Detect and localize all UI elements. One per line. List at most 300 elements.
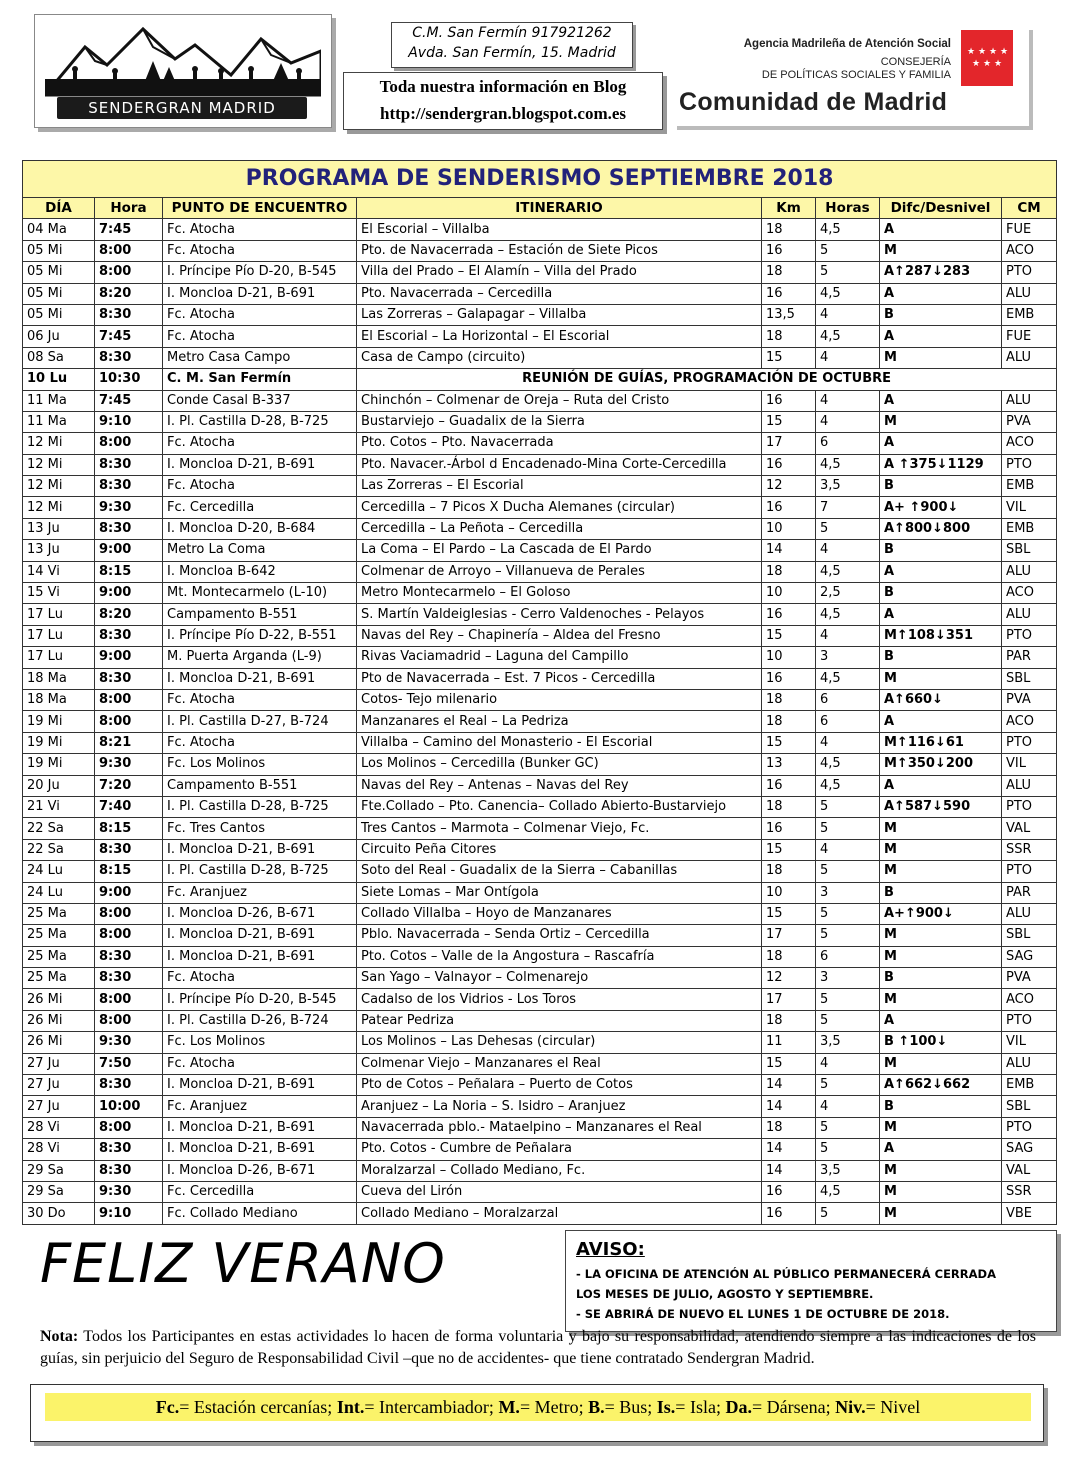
aviso-title: AVISO: [576,1239,645,1260]
hours-cell: 4 [816,732,880,753]
meeting-point-cell: I. Pl. Castilla D-26, B-724 [163,1010,357,1031]
hours-cell: 4,5 [816,604,880,625]
cm-cell: PTO [1002,262,1057,283]
time-cell: 8:00 [95,1010,163,1031]
itinerary-cell: Collado Mediano – Moralzarzal [357,1203,762,1224]
meeting-point-cell: I. Moncloa D-21, B-691 [163,283,357,304]
cm-cell: SSR [1002,839,1057,860]
nota-text: Todos los Participantes en estas actividades lo hacen de forma voluntaria y bajo su responsabilidad, atendiendo siempre a las indicaciones de los guías, sin perjuicio del Seguro de Responsabilidad Civil –que no de accidentes- que tiene contratado Sendergran Madrid. [40,1328,1036,1367]
meeting-point-cell: Campamento B-551 [163,604,357,625]
cm-cell: VAL [1002,818,1057,839]
day-cell: 18 Ma [23,668,95,689]
difficulty-cell: A [880,1010,1002,1031]
column-header: Horas [816,198,880,219]
hours-cell: 4 [816,390,880,411]
difficulty-cell: M↑116↓61 [880,732,1002,753]
madrid-flag-icon: ★ ★ ★ ★ ★ ★ ★ [961,30,1013,86]
table-row [23,1096,1057,1117]
hours-cell: 5 [816,989,880,1010]
day-cell: 27 Ju [23,1075,95,1096]
itinerary-cell: Moralzarzal – Collado Mediano, Fc. [357,1160,762,1181]
itinerary-cell: Navas del Rey – Antenas – Navas del Rey [357,775,762,796]
day-cell: 12 Mi [23,454,95,475]
difficulty-cell: A↑587↓590 [880,796,1002,817]
time-cell: 8:15 [95,861,163,882]
difficulty-cell: M [880,411,1002,432]
km-cell: 11 [762,1032,816,1053]
km-cell: 13,5 [762,304,816,325]
day-cell: 06 Ju [23,326,95,347]
legend-text: = Nivel [865,1397,921,1417]
cm-cell: ACO [1002,240,1057,261]
table-row [23,689,1057,710]
hours-cell: 5 [816,1203,880,1224]
table-row [23,1139,1057,1160]
cm-cell: EMB [1002,476,1057,497]
cm-cell: EMB [1002,304,1057,325]
km-cell: 16 [762,668,816,689]
time-cell: 9:10 [95,411,163,432]
legend-abbr: Niv. [835,1397,866,1417]
hours-cell: 4 [816,540,880,561]
time-cell: 8:21 [95,732,163,753]
schedule-table [22,160,1056,1225]
itinerary-cell: Aranjuez – La Noria – S. Isidro – Aranjuez [357,1096,762,1117]
itinerary-cell: Pto. Cotos - Cumbre de Peñalara [357,1139,762,1160]
day-cell: 21 Vi [23,796,95,817]
meeting-point-cell: Fc. Aranjuez [163,1096,357,1117]
itinerary-cell: Villalba – Camino del Monasterio - El Escorial [357,732,762,753]
table-row [23,668,1057,689]
itinerary-cell: Patear Pedriza [357,1010,762,1031]
time-cell: 8:30 [95,968,163,989]
meeting-point-cell: I. Pl. Castilla D-28, B-725 [163,411,357,432]
meeting-point-cell: Fc. Atocha [163,732,357,753]
difficulty-cell: A↑660↓ [880,689,1002,710]
itinerary-cell: La Coma – El Pardo – La Cascada de El Pardo [357,540,762,561]
time-cell: 9:00 [95,882,163,903]
column-header: CM [1002,198,1057,219]
nota-paragraph [40,1326,1036,1369]
difficulty-cell: A [880,561,1002,582]
hours-cell: 3,5 [816,1032,880,1053]
meeting-point-cell: Fc. Atocha [163,968,357,989]
time-cell: 7:20 [95,775,163,796]
table-row [23,711,1057,732]
itinerary-cell: Cercedilla – La Peñota – Cercedilla [357,518,762,539]
meeting-point-cell: Fc. Atocha [163,326,357,347]
difficulty-cell: A↑662↓662 [880,1075,1002,1096]
meeting-point-cell: I. Príncipe Pío D-20, B-545 [163,262,357,283]
table-row [23,968,1057,989]
cm-cell: VBE [1002,1203,1057,1224]
table-row [23,304,1057,325]
km-cell: 16 [762,1203,816,1224]
time-cell: 9:10 [95,1203,163,1224]
cm-cell: VAL [1002,1160,1057,1181]
day-cell: 15 Vi [23,583,95,604]
cm-cell: ACO [1002,989,1057,1010]
time-cell: 7:50 [95,1053,163,1074]
cm-cell: EMB [1002,1075,1057,1096]
hours-cell: 3 [816,968,880,989]
hours-cell: 2,5 [816,583,880,604]
table-row [23,604,1057,625]
table-row [23,754,1057,775]
difficulty-cell: M [880,1181,1002,1202]
itinerary-cell: Soto del Real - Guadalix de la Sierra – Cabanillas [357,861,762,882]
day-cell: 20 Ju [23,775,95,796]
table-row [23,1181,1057,1202]
cm-cell: ALU [1002,347,1057,368]
difficulty-cell: M [880,989,1002,1010]
table-title: PROGRAMA DE SENDERISMO SEPTIEMBRE 2018 [23,161,1057,198]
day-cell: 05 Mi [23,304,95,325]
table-row [23,283,1057,304]
itinerary-cell: Las Zorreras – El Escorial [357,476,762,497]
meeting-point-cell: I. Moncloa D-21, B-691 [163,1139,357,1160]
day-cell: 05 Mi [23,283,95,304]
itinerary-cell: Colmenar Viejo – Manzanares el Real [357,1053,762,1074]
meeting-point-cell: Fc. Los Molinos [163,1032,357,1053]
table-row [23,540,1057,561]
meeting-point-cell: I. Moncloa D-21, B-691 [163,1075,357,1096]
meeting-point-cell: Fc. Cercedilla [163,497,357,518]
table-row [23,262,1057,283]
cm-cell: VIL [1002,754,1057,775]
logo-caption: SENDERGRAN MADRID [57,97,307,119]
itinerary-cell: Cotos- Tejo milenario [357,689,762,710]
difficulty-cell: M [880,1160,1002,1181]
comunidad-name: Comunidad de Madrid [679,88,948,116]
cm-cell: PTO [1002,1010,1057,1031]
table-row [23,839,1057,860]
table-row [23,625,1057,646]
table-row [23,476,1057,497]
cm-cell: EMB [1002,518,1057,539]
difficulty-cell: M↑350↓200 [880,754,1002,775]
hours-cell: 4,5 [816,754,880,775]
cm-cell: PTO [1002,1117,1057,1138]
meeting-point-cell: Fc. Atocha [163,304,357,325]
table-row [23,775,1057,796]
table-row [23,518,1057,539]
cm-cell: PAR [1002,882,1057,903]
day-cell: 13 Ju [23,540,95,561]
day-cell: 08 Sa [23,347,95,368]
cm-cell: ALU [1002,604,1057,625]
day-cell: 19 Mi [23,732,95,753]
hours-cell: 6 [816,689,880,710]
km-cell: 14 [762,1139,816,1160]
legend-text: = Intercambiador; [364,1397,494,1417]
itinerary-cell: Collado Villalba – Hoyo de Manzanares [357,903,762,924]
day-cell: 29 Sa [23,1181,95,1202]
cm-cell: ALU [1002,775,1057,796]
meeting-point-cell: I. Príncipe Pío D-20, B-545 [163,989,357,1010]
time-cell: 8:30 [95,476,163,497]
day-cell: 22 Sa [23,818,95,839]
difficulty-cell: A ↑375↓1129 [880,454,1002,475]
time-cell: 9:30 [95,754,163,775]
legend-box [30,1384,1044,1442]
meeting-point-cell: I. Pl. Castilla D-28, B-725 [163,861,357,882]
km-cell: 18 [762,1010,816,1031]
hours-cell: 5 [816,861,880,882]
hours-cell: 4 [816,1096,880,1117]
meeting-point-cell: Fc. Atocha [163,219,357,240]
column-header: DÍA [23,198,95,219]
cm-cell: VIL [1002,1032,1057,1053]
cm-cell: FUE [1002,219,1057,240]
km-cell: 15 [762,839,816,860]
time-cell: 10:30 [95,369,163,390]
meeting-point-cell: Fc. Tres Cantos [163,818,357,839]
meeting-point-cell: I. Moncloa D-21, B-691 [163,1117,357,1138]
hours-cell: 4,5 [816,775,880,796]
time-cell: 8:00 [95,689,163,710]
itinerary-cell: Los Molinos – Las Dehesas (circular) [357,1032,762,1053]
km-cell: 18 [762,326,816,347]
cm-cell: VIL [1002,497,1057,518]
difficulty-cell: A [880,219,1002,240]
hours-cell: 5 [816,818,880,839]
table-row [23,1160,1057,1181]
difficulty-cell: M [880,347,1002,368]
cm-cell: PVA [1002,689,1057,710]
km-cell: 15 [762,411,816,432]
km-cell: 15 [762,625,816,646]
meeting-point-cell: Metro La Coma [163,540,357,561]
cm-cell: PTO [1002,732,1057,753]
meeting-point-cell: C. M. San Fermín [163,369,357,390]
meeting-point-cell: Fc. Atocha [163,240,357,261]
time-cell: 8:20 [95,283,163,304]
hours-cell: 5 [816,1139,880,1160]
time-cell: 8:00 [95,262,163,283]
km-cell: 16 [762,1181,816,1202]
difficulty-cell: A [880,1139,1002,1160]
itinerary-cell: Fte.Collado – Pto. Canencia– Collado Abierto-Bustarviejo [357,796,762,817]
cm-cell: ALU [1002,283,1057,304]
itinerary-cell: Pto. de Navacerrada – Estación de Siete Picos [357,240,762,261]
difficulty-cell: B [880,968,1002,989]
km-cell: 10 [762,647,816,668]
mountains-hikers-icon [45,25,321,97]
km-cell: 14 [762,1096,816,1117]
hours-cell: 4 [816,347,880,368]
aviso-line: - SE ABRIRÁ DE NUEVO EL LUNES 1 DE OCTUBRE DE 2018. [576,1307,950,1321]
itinerary-cell: Rivas Vaciamadrid – Laguna del Campillo [357,647,762,668]
time-cell: 8:00 [95,240,163,261]
consejeria-label [673,56,951,82]
difficulty-cell: B [880,304,1002,325]
km-cell: 10 [762,518,816,539]
blog-url[interactable]: http://sendergran.blogspot.com.es [379,104,627,123]
itinerary-cell: Pto. Cotos – Pto. Navacerrada [357,433,762,454]
hours-cell: 5 [816,240,880,261]
table-row [23,390,1057,411]
hours-cell: 4,5 [816,283,880,304]
legend-abbr: Fc. [155,1397,180,1417]
time-cell: 7:45 [95,326,163,347]
table-row [23,903,1057,924]
time-cell: 7:45 [95,390,163,411]
day-cell: 12 Mi [23,497,95,518]
table-row [23,796,1057,817]
meeting-point-cell: M. Puerta Arganda (L-9) [163,647,357,668]
hours-cell: 4 [816,625,880,646]
time-cell: 8:30 [95,668,163,689]
legend-text: = Dársena; [751,1397,831,1417]
legend-abbr: B. [588,1397,605,1417]
meeting-point-cell: I. Moncloa B-642 [163,561,357,582]
table-row [23,497,1057,518]
day-cell: 28 Vi [23,1139,95,1160]
time-cell: 9:30 [95,1181,163,1202]
itinerary-cell: San Yago – Valnayor – Colmenarejo [357,968,762,989]
day-cell: 11 Ma [23,411,95,432]
meeting-point-cell: I. Príncipe Pío D-22, B-551 [163,625,357,646]
meeting-point-cell: Metro Casa Campo [163,347,357,368]
legend-abbr: Int. [336,1397,365,1417]
table-row [23,369,1057,390]
difficulty-cell: M [880,240,1002,261]
difficulty-cell: M [880,839,1002,860]
legend-abbr: Is. [656,1397,676,1417]
day-cell: 22 Sa [23,839,95,860]
day-cell: 28 Vi [23,1117,95,1138]
time-cell: 8:30 [95,347,163,368]
day-cell: 25 Ma [23,903,95,924]
meeting-point-cell: I. Pl. Castilla D-28, B-725 [163,796,357,817]
hours-cell: 4,5 [816,561,880,582]
km-cell: 18 [762,861,816,882]
day-cell: 29 Sa [23,1160,95,1181]
column-header: ITINERARIO [357,198,762,219]
cm-cell: ALU [1002,561,1057,582]
hours-cell: 6 [816,433,880,454]
cm-cell: SAG [1002,946,1057,967]
hours-cell: 5 [816,1075,880,1096]
day-cell: 12 Mi [23,476,95,497]
km-cell: 14 [762,540,816,561]
table-row [23,1010,1057,1031]
day-cell: 17 Lu [23,604,95,625]
time-cell: 8:00 [95,989,163,1010]
column-header: Difc/Desnivel [880,198,1002,219]
itinerary-cell: Pblo. Navacerrada – Senda Ortiz – Cercedilla [357,925,762,946]
difficulty-cell: A [880,326,1002,347]
aviso-box [565,1230,1057,1332]
table-row [23,219,1057,240]
contact-address: Avda. San Fermín, 15. Madrid [408,45,616,61]
difficulty-cell: M [880,1053,1002,1074]
time-cell: 8:30 [95,839,163,860]
day-cell: 27 Ju [23,1053,95,1074]
km-cell: 15 [762,347,816,368]
table-row [23,433,1057,454]
difficulty-cell: M [880,861,1002,882]
day-cell: 12 Mi [23,433,95,454]
itinerary-cell: Pto de Navacerrada – Est. 7 Picos - Cercedilla [357,668,762,689]
hours-cell: 6 [816,711,880,732]
hours-cell: 4 [816,304,880,325]
cm-cell: PAR [1002,647,1057,668]
cm-cell: PTO [1002,625,1057,646]
time-cell: 8:15 [95,818,163,839]
time-cell: 7:40 [95,796,163,817]
difficulty-cell: A+ ↑900↓ [880,497,1002,518]
km-cell: 18 [762,219,816,240]
hours-cell: 7 [816,497,880,518]
cm-cell: ALU [1002,903,1057,924]
day-cell: 19 Mi [23,754,95,775]
km-cell: 18 [762,262,816,283]
legend-text: = Metro; [519,1397,584,1417]
itinerary-cell: Manzanares el Real – La Pedriza [357,711,762,732]
blog-label: Toda nuestra información en Blog [379,77,627,96]
sendergran-logo [34,14,332,128]
itinerary-cell: El Escorial – La Horizontal – El Escorial [357,326,762,347]
itinerary-cell: Colmenar de Arroyo – Villanueva de Perales [357,561,762,582]
itinerary-cell: Pto. Cotos – Valle de la Angostura – Rascafría [357,946,762,967]
time-cell: 10:00 [95,1096,163,1117]
contact-phone: C.M. San Fermín 917921262 [412,25,612,41]
table-row [23,240,1057,261]
km-cell: 15 [762,1053,816,1074]
km-cell: 18 [762,561,816,582]
cm-cell: PVA [1002,411,1057,432]
itinerary-cell: Chinchón – Colmenar de Oreja – Ruta del Cristo [357,390,762,411]
day-cell: 10 Lu [23,369,95,390]
meeting-point-cell: I. Moncloa D-21, B-691 [163,925,357,946]
cm-cell: SBL [1002,540,1057,561]
itinerary-cell: Circuito Peña Citores [357,839,762,860]
km-cell: 16 [762,497,816,518]
meeting-point-cell: Fc. Aranjuez [163,882,357,903]
itinerary-cell: Navacerrada pblo.- Mataelpino – Manzanares el Real [357,1117,762,1138]
table-row [23,989,1057,1010]
meeting-point-cell: I. Moncloa D-20, B-684 [163,518,357,539]
km-cell: 10 [762,583,816,604]
column-header: Km [762,198,816,219]
day-cell: 24 Lu [23,882,95,903]
time-cell: 8:30 [95,625,163,646]
km-cell: 14 [762,1160,816,1181]
hours-cell: 5 [816,1117,880,1138]
cm-cell: SAG [1002,1139,1057,1160]
hours-cell: 3,5 [816,1160,880,1181]
table-row [23,347,1057,368]
cm-cell: SBL [1002,668,1057,689]
km-cell: 16 [762,818,816,839]
time-cell: 8:30 [95,1139,163,1160]
table-row [23,583,1057,604]
meeting-point-cell: Fc. Collado Mediano [163,1203,357,1224]
difficulty-cell: B ↑100↓ [880,1032,1002,1053]
itinerary-cell: Metro Montecarmelo – El Goloso [357,583,762,604]
hours-cell: 3,5 [816,476,880,497]
itinerary-cell: Los Molinos – Cercedilla (Bunker GC) [357,754,762,775]
hours-cell: 5 [816,796,880,817]
agencia-label: Agencia Madrileña de Atención Social [743,38,951,50]
cm-cell: PTO [1002,796,1057,817]
legend-text: = Isla; [675,1397,721,1417]
hours-cell: 4,5 [816,219,880,240]
difficulty-cell: M [880,1203,1002,1224]
difficulty-cell: B [880,476,1002,497]
